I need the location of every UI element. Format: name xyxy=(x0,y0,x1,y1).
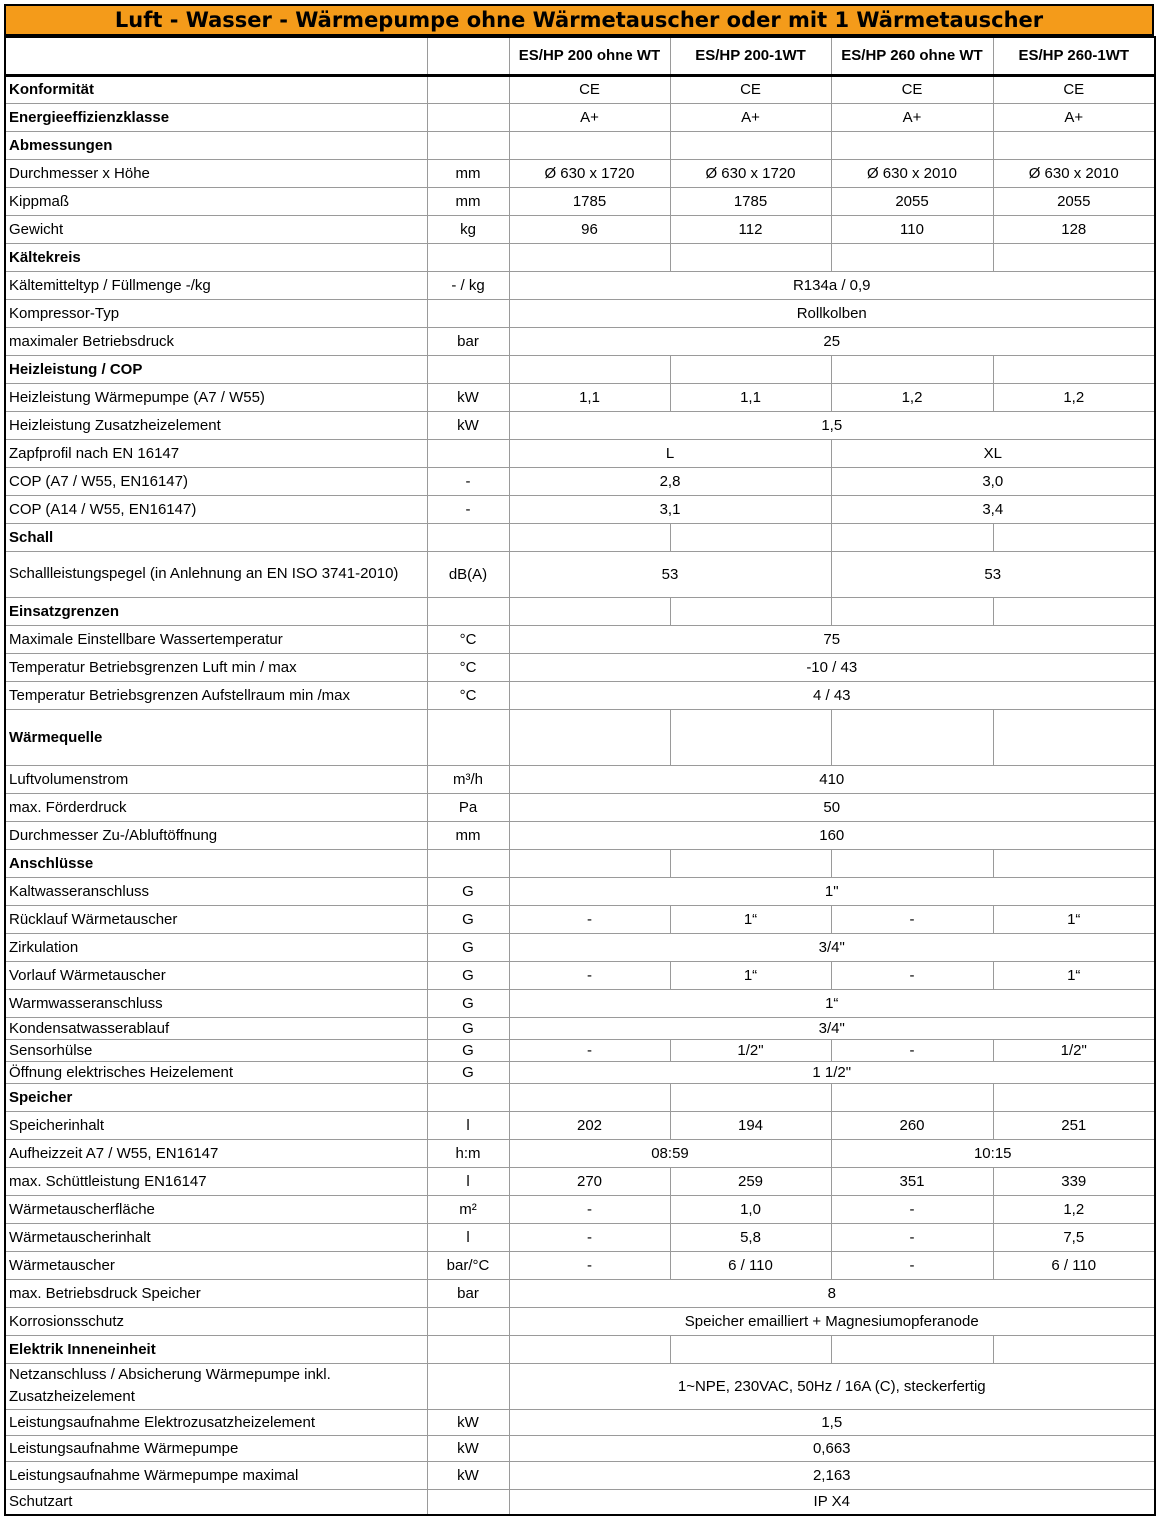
value-cell: 10:15 xyxy=(831,1139,1155,1167)
value-cell: 75 xyxy=(509,625,1155,653)
value-cell: 1,1 xyxy=(670,383,831,411)
row-label: Luftvolumenstrom xyxy=(5,765,427,793)
value-cell: 1/2" xyxy=(670,1039,831,1061)
value-cell: - xyxy=(509,1251,670,1279)
value-cell: 1 1/2" xyxy=(509,1061,1155,1083)
value-cell: 2,8 xyxy=(509,467,831,495)
row-label: Leistungsaufnahme Wärmepumpe maximal xyxy=(5,1461,427,1489)
table-row xyxy=(5,439,1155,467)
section-row xyxy=(5,597,1155,625)
row-unit: G xyxy=(427,1061,509,1083)
value-cell xyxy=(831,355,993,383)
section-row xyxy=(5,849,1155,877)
row-unit xyxy=(427,1363,509,1409)
value-cell xyxy=(993,523,1155,551)
row-label: Speicherinhalt xyxy=(5,1111,427,1139)
table-row xyxy=(5,905,1155,933)
section-row xyxy=(5,1335,1155,1363)
value-cell xyxy=(831,131,993,159)
value-cell: 1“ xyxy=(993,961,1155,989)
value-cell: A+ xyxy=(670,103,831,131)
value-cell xyxy=(509,523,670,551)
value-cell: 1“ xyxy=(670,961,831,989)
section-row xyxy=(5,355,1155,383)
value-cell: - xyxy=(831,1223,993,1251)
row-label: Kältemitteltyp / Füllmenge -/kg xyxy=(5,271,427,299)
value-cell: 260 xyxy=(831,1111,993,1139)
row-label: Sensorhülse xyxy=(5,1039,427,1061)
table-row xyxy=(5,653,1155,681)
row-label: Zapfprofil nach EN 16147 xyxy=(5,439,427,467)
table-row xyxy=(5,933,1155,961)
table-row xyxy=(5,1279,1155,1307)
value-cell: 3,1 xyxy=(509,495,831,523)
value-cell xyxy=(509,597,670,625)
value-cell xyxy=(993,131,1155,159)
value-cell xyxy=(670,849,831,877)
value-cell: - xyxy=(831,1039,993,1061)
table-row xyxy=(5,1489,1155,1515)
value-cell: - xyxy=(831,905,993,933)
table-row xyxy=(5,1461,1155,1489)
row-label: Heizleistung Zusatzheizelement xyxy=(5,411,427,439)
row-unit xyxy=(427,439,509,467)
value-cell xyxy=(509,355,670,383)
row-label: Durchmesser x Höhe xyxy=(5,159,427,187)
value-cell: 25 xyxy=(509,327,1155,355)
value-cell xyxy=(831,1335,993,1363)
value-cell: 1785 xyxy=(509,187,670,215)
value-cell: 7,5 xyxy=(993,1223,1155,1251)
row-label: Wärmetauscher xyxy=(5,1251,427,1279)
value-cell: L xyxy=(509,439,831,467)
row-label: Wärmetauscherinhalt xyxy=(5,1223,427,1251)
value-cell xyxy=(670,243,831,271)
row-unit: G xyxy=(427,933,509,961)
row-unit: G xyxy=(427,1017,509,1039)
value-cell: 1“ xyxy=(509,989,1155,1017)
row-label: Elektrik Inneneinheit xyxy=(5,1335,427,1363)
value-cell xyxy=(670,131,831,159)
row-unit: dB(A) xyxy=(427,551,509,597)
value-cell: 410 xyxy=(509,765,1155,793)
row-unit: kW xyxy=(427,411,509,439)
row-label: Schallleistungspegel (in Anlehnung an EN ISO 3741-2010) xyxy=(5,551,427,597)
value-cell: Ø 630 x 2010 xyxy=(831,159,993,187)
value-cell: 1“ xyxy=(670,905,831,933)
value-cell: 3,0 xyxy=(831,467,1155,495)
table-row xyxy=(5,551,1155,597)
section-row xyxy=(5,1083,1155,1111)
value-cell xyxy=(509,131,670,159)
row-label: Durchmesser Zu-/Abluftöffnung xyxy=(5,821,427,849)
value-cell xyxy=(831,597,993,625)
value-cell xyxy=(831,243,993,271)
row-label: Wärmequelle xyxy=(5,709,427,765)
row-unit: mm xyxy=(427,187,509,215)
table-row xyxy=(5,1251,1155,1279)
value-cell: CE xyxy=(509,75,670,103)
row-unit: G xyxy=(427,1039,509,1061)
row-label: Kompressor-Typ xyxy=(5,299,427,327)
value-cell xyxy=(831,849,993,877)
value-cell: 53 xyxy=(831,551,1155,597)
row-unit: m² xyxy=(427,1195,509,1223)
table-row xyxy=(5,187,1155,215)
value-cell xyxy=(993,243,1155,271)
table-row xyxy=(5,1139,1155,1167)
value-cell: 6 / 110 xyxy=(993,1251,1155,1279)
row-label: Korrosionsschutz xyxy=(5,1307,427,1335)
table-row xyxy=(5,411,1155,439)
row-label: Wärmetauscherfläche xyxy=(5,1195,427,1223)
value-cell: - xyxy=(831,1195,993,1223)
value-cell: 1785 xyxy=(670,187,831,215)
table-row xyxy=(5,625,1155,653)
table-row xyxy=(5,1435,1155,1461)
section-row xyxy=(5,75,1155,103)
header-label-cell xyxy=(5,37,427,75)
row-label: Vorlauf Wärmetauscher xyxy=(5,961,427,989)
value-cell: 8 xyxy=(509,1279,1155,1307)
column-header: ES/HP 260-1WT xyxy=(993,37,1155,75)
value-cell: A+ xyxy=(831,103,993,131)
spec-table xyxy=(4,36,1156,1516)
value-cell xyxy=(670,597,831,625)
row-unit: - xyxy=(427,495,509,523)
table-row xyxy=(5,383,1155,411)
value-cell: 1,5 xyxy=(509,411,1155,439)
table-row xyxy=(5,1061,1155,1083)
row-label: Heizleistung / COP xyxy=(5,355,427,383)
row-label: Leistungsaufnahme Elektrozusatzheizelement xyxy=(5,1409,427,1435)
value-cell xyxy=(509,1083,670,1111)
row-unit: mm xyxy=(427,821,509,849)
table-row xyxy=(5,1017,1155,1039)
row-label: Energieeffizienzklasse xyxy=(5,103,427,131)
table-row xyxy=(5,1409,1155,1435)
table-row xyxy=(5,793,1155,821)
value-cell: 3/4" xyxy=(509,1017,1155,1039)
row-unit: - / kg xyxy=(427,271,509,299)
row-unit xyxy=(427,1489,509,1515)
table-row xyxy=(5,215,1155,243)
row-unit: bar/°C xyxy=(427,1251,509,1279)
value-cell: 3,4 xyxy=(831,495,1155,523)
table-row xyxy=(5,1363,1155,1409)
value-cell xyxy=(670,1335,831,1363)
value-cell: R134a / 0,9 xyxy=(509,271,1155,299)
value-cell: Ø 630 x 1720 xyxy=(670,159,831,187)
table-row xyxy=(5,1167,1155,1195)
column-header: ES/HP 200-1WT xyxy=(670,37,831,75)
row-unit xyxy=(427,597,509,625)
value-cell: - xyxy=(509,1039,670,1061)
value-cell xyxy=(993,597,1155,625)
value-cell: 1,5 xyxy=(509,1409,1155,1435)
row-label: max. Betriebsdruck Speicher xyxy=(5,1279,427,1307)
value-cell: IP X4 xyxy=(509,1489,1155,1515)
value-cell xyxy=(831,1083,993,1111)
value-cell: 4 / 43 xyxy=(509,681,1155,709)
value-cell: 0,663 xyxy=(509,1435,1155,1461)
value-cell: - xyxy=(509,905,670,933)
value-cell: 202 xyxy=(509,1111,670,1139)
column-header: ES/HP 260 ohne WT xyxy=(831,37,993,75)
value-cell: -10 / 43 xyxy=(509,653,1155,681)
value-cell: 1,0 xyxy=(670,1195,831,1223)
table-row xyxy=(5,299,1155,327)
value-cell: - xyxy=(509,1195,670,1223)
value-cell: - xyxy=(509,1223,670,1251)
row-label: Anschlüsse xyxy=(5,849,427,877)
value-cell xyxy=(993,709,1155,765)
table-row xyxy=(5,467,1155,495)
row-unit: mm xyxy=(427,159,509,187)
row-unit: bar xyxy=(427,327,509,355)
row-unit xyxy=(427,131,509,159)
value-cell xyxy=(670,1083,831,1111)
value-cell: 1/2" xyxy=(993,1039,1155,1061)
row-label: Gewicht xyxy=(5,215,427,243)
value-cell: CE xyxy=(831,75,993,103)
value-cell: 160 xyxy=(509,821,1155,849)
value-cell xyxy=(993,1335,1155,1363)
value-cell xyxy=(509,849,670,877)
row-unit xyxy=(427,355,509,383)
table-row xyxy=(5,159,1155,187)
row-unit xyxy=(427,709,509,765)
value-cell: 6 / 110 xyxy=(670,1251,831,1279)
row-unit: l xyxy=(427,1111,509,1139)
table-row xyxy=(5,989,1155,1017)
value-cell xyxy=(509,243,670,271)
value-cell: CE xyxy=(670,75,831,103)
section-row xyxy=(5,103,1155,131)
table-row xyxy=(5,1223,1155,1251)
value-cell: 1,2 xyxy=(993,383,1155,411)
sheet-title: Luft - Wasser - Wärmepumpe ohne Wärmetauscher oder mit 1 Wärmetauscher xyxy=(4,4,1154,36)
table-row xyxy=(5,1307,1155,1335)
row-label: Temperatur Betriebsgrenzen Luft min / max xyxy=(5,653,427,681)
row-label: Kondensatwasserablauf xyxy=(5,1017,427,1039)
row-unit xyxy=(427,75,509,103)
row-unit xyxy=(427,523,509,551)
table-row xyxy=(5,1195,1155,1223)
value-cell xyxy=(831,709,993,765)
value-cell: A+ xyxy=(509,103,670,131)
row-label: COP (A7 / W55, EN16147) xyxy=(5,467,427,495)
row-unit: h:m xyxy=(427,1139,509,1167)
row-unit: l xyxy=(427,1167,509,1195)
value-cell xyxy=(670,709,831,765)
value-cell: Ø 630 x 1720 xyxy=(509,159,670,187)
row-unit: G xyxy=(427,905,509,933)
value-cell: 1" xyxy=(509,877,1155,905)
value-cell: 1~NPE, 230VAC, 50Hz / 16A (C), steckerfertig xyxy=(509,1363,1155,1409)
table-row xyxy=(5,327,1155,355)
section-row xyxy=(5,243,1155,271)
value-cell: Speicher emailliert + Magnesiumopferanode xyxy=(509,1307,1155,1335)
row-label: Abmessungen xyxy=(5,131,427,159)
row-unit: kW xyxy=(427,383,509,411)
row-label: Öffnung elektrisches Heizelement xyxy=(5,1061,427,1083)
section-row xyxy=(5,523,1155,551)
value-cell: 5,8 xyxy=(670,1223,831,1251)
row-label: Speicher xyxy=(5,1083,427,1111)
value-cell xyxy=(993,355,1155,383)
value-cell: - xyxy=(831,961,993,989)
value-cell: 270 xyxy=(509,1167,670,1195)
row-unit xyxy=(427,1307,509,1335)
value-cell xyxy=(509,1335,670,1363)
value-cell: 53 xyxy=(509,551,831,597)
row-unit: G xyxy=(427,961,509,989)
table-row xyxy=(5,681,1155,709)
row-unit: kW xyxy=(427,1461,509,1489)
row-unit: kW xyxy=(427,1435,509,1461)
table-row xyxy=(5,821,1155,849)
row-label: max. Schüttleistung EN16147 xyxy=(5,1167,427,1195)
value-cell: 1,1 xyxy=(509,383,670,411)
table-row xyxy=(5,1111,1155,1139)
row-label: Kältekreis xyxy=(5,243,427,271)
row-unit: °C xyxy=(427,625,509,653)
value-cell: 2,163 xyxy=(509,1461,1155,1489)
value-cell: CE xyxy=(993,75,1155,103)
row-unit: l xyxy=(427,1223,509,1251)
row-label: Zirkulation xyxy=(5,933,427,961)
value-cell: Rollkolben xyxy=(509,299,1155,327)
row-unit: G xyxy=(427,989,509,1017)
row-unit xyxy=(427,299,509,327)
value-cell xyxy=(670,523,831,551)
row-unit xyxy=(427,849,509,877)
row-label: maximaler Betriebsdruck xyxy=(5,327,427,355)
value-cell xyxy=(831,523,993,551)
value-cell: 3/4" xyxy=(509,933,1155,961)
value-cell: 112 xyxy=(670,215,831,243)
value-cell xyxy=(993,849,1155,877)
value-cell: 96 xyxy=(509,215,670,243)
row-label: Leistungsaufnahme Wärmepumpe xyxy=(5,1435,427,1461)
table-row xyxy=(5,495,1155,523)
row-unit xyxy=(427,243,509,271)
row-unit: G xyxy=(427,877,509,905)
value-cell: 128 xyxy=(993,215,1155,243)
value-cell: 110 xyxy=(831,215,993,243)
row-label: Aufheizzeit A7 / W55, EN16147 xyxy=(5,1139,427,1167)
value-cell: - xyxy=(509,961,670,989)
row-unit: °C xyxy=(427,653,509,681)
value-cell: 1,2 xyxy=(831,383,993,411)
table-row xyxy=(5,1039,1155,1061)
value-cell: 1“ xyxy=(993,905,1155,933)
value-cell: 2055 xyxy=(831,187,993,215)
value-cell: XL xyxy=(831,439,1155,467)
table-row xyxy=(5,961,1155,989)
value-cell: Ø 630 x 2010 xyxy=(993,159,1155,187)
value-cell: 50 xyxy=(509,793,1155,821)
value-cell xyxy=(993,1083,1155,1111)
row-label: Schutzart xyxy=(5,1489,427,1515)
value-cell: 194 xyxy=(670,1111,831,1139)
value-cell: 259 xyxy=(670,1167,831,1195)
row-label: Einsatzgrenzen xyxy=(5,597,427,625)
row-label: Netzanschluss / Absicherung Wärmepumpe inkl. Zusatzheizelement xyxy=(5,1363,427,1409)
section-row xyxy=(5,709,1155,765)
row-unit: kW xyxy=(427,1409,509,1435)
value-cell: 251 xyxy=(993,1111,1155,1139)
table-row xyxy=(5,877,1155,905)
row-label: Konformität xyxy=(5,75,427,103)
row-unit xyxy=(427,1335,509,1363)
row-unit: bar xyxy=(427,1279,509,1307)
row-label: Kaltwasseranschluss xyxy=(5,877,427,905)
value-cell: 08:59 xyxy=(509,1139,831,1167)
value-cell: 1,2 xyxy=(993,1195,1155,1223)
header-unit-cell xyxy=(427,37,509,75)
value-cell xyxy=(670,355,831,383)
row-unit xyxy=(427,1083,509,1111)
table-row xyxy=(5,765,1155,793)
row-label: Maximale Einstellbare Wassertemperatur xyxy=(5,625,427,653)
row-unit: kg xyxy=(427,215,509,243)
header-row xyxy=(5,37,1155,75)
value-cell: - xyxy=(831,1251,993,1279)
row-label: Heizleistung Wärmepumpe (A7 / W55) xyxy=(5,383,427,411)
value-cell: 2055 xyxy=(993,187,1155,215)
row-label: COP (A14 / W55, EN16147) xyxy=(5,495,427,523)
row-label: max. Förderdruck xyxy=(5,793,427,821)
value-cell: 339 xyxy=(993,1167,1155,1195)
section-row xyxy=(5,131,1155,159)
value-cell: 351 xyxy=(831,1167,993,1195)
row-label: Kippmaß xyxy=(5,187,427,215)
value-cell xyxy=(509,709,670,765)
row-label: Rücklauf Wärmetauscher xyxy=(5,905,427,933)
spec-sheet xyxy=(4,4,1154,1516)
row-unit: m³/h xyxy=(427,765,509,793)
row-unit: °C xyxy=(427,681,509,709)
row-unit xyxy=(427,103,509,131)
row-unit: - xyxy=(427,467,509,495)
column-header: ES/HP 200 ohne WT xyxy=(509,37,670,75)
row-label: Schall xyxy=(5,523,427,551)
row-unit: Pa xyxy=(427,793,509,821)
table-row xyxy=(5,271,1155,299)
row-label: Warmwasseranschluss xyxy=(5,989,427,1017)
row-label: Temperatur Betriebsgrenzen Aufstellraum min /max xyxy=(5,681,427,709)
value-cell: A+ xyxy=(993,103,1155,131)
